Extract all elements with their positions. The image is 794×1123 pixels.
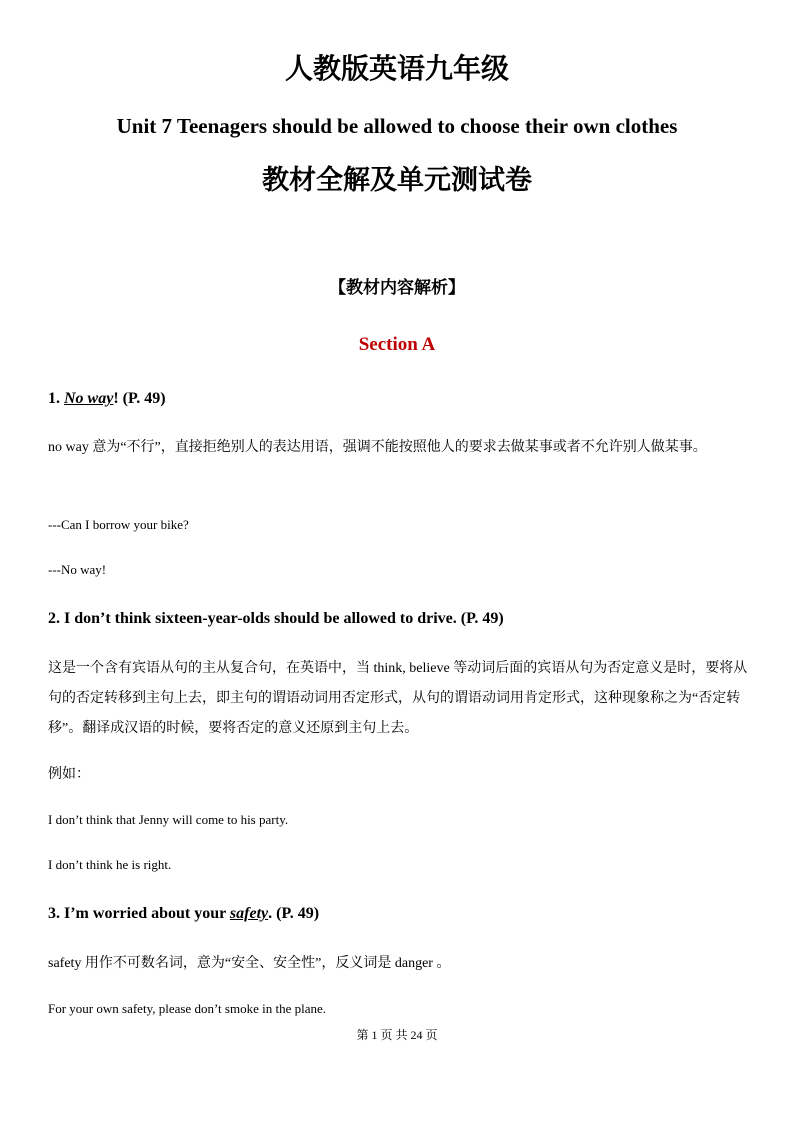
document-subtitle: 教材全解及单元测试卷 xyxy=(262,165,532,195)
item-1-explanation: no way 意为“不行”，直接拒绝别人的表达用语，强调不能按照他人的要求去做某事或者不允许别人做某事。 xyxy=(48,440,707,455)
item-1-phrase: No way xyxy=(64,390,114,407)
unit-title: Unit 7 Teenagers should be allowed to choose their own clothes xyxy=(116,114,678,138)
item-3-prefix: 3. I’m worried about your xyxy=(48,905,230,922)
page-footer: 第 1 页 共 24 页 xyxy=(356,1028,438,1042)
item-1-example-1: ---Can I borrow your bike? xyxy=(48,517,189,532)
item-3-phrase: safety xyxy=(229,905,269,922)
item-2-example-label: 例如： xyxy=(48,767,90,782)
item-1-page-ref: ! (P. 49) xyxy=(113,390,166,407)
item-3-example-1: For your own safety, please don’t smoke in the plane. xyxy=(48,1001,326,1016)
item-3-heading xyxy=(48,903,319,925)
document-title: 人教版英语九年级 xyxy=(284,54,509,85)
item-1-number: 1. xyxy=(48,390,60,407)
item-3-explanation: safety 用作不可数名词，意为“安全、安全性”，反义词是 danger 。 xyxy=(48,956,451,971)
item-2-heading: 2. I don’t think sixteen-year-olds should be allowed to drive. (P. 49) xyxy=(48,610,504,627)
section-heading: 【教材内容解析】 xyxy=(329,278,465,297)
item-3-page-ref: . (P. 49) xyxy=(268,905,320,922)
item-2-example-2: I don’t think he is right. xyxy=(48,857,172,872)
item-1-example-2: ---No way! xyxy=(48,562,107,577)
section-name: Section A xyxy=(358,334,436,355)
item-2-explanation: 这是一个含有宾语从句的主从复合句，在英语中，当 think, believe 等动词后面的宾语从句为否定意义是时，要将从句的否定转移到主句上去，即主句的谓语动词用否定形式，从句的谓语动词用肯定形式，这种现象称之为“否定转移”。翻译成汉语的时候，要将否定的意义还原到主句上去。 xyxy=(48,661,748,736)
item-1-heading xyxy=(48,388,166,410)
item-2-example-1: I don’t think that Jenny will come to his party. xyxy=(48,812,289,827)
